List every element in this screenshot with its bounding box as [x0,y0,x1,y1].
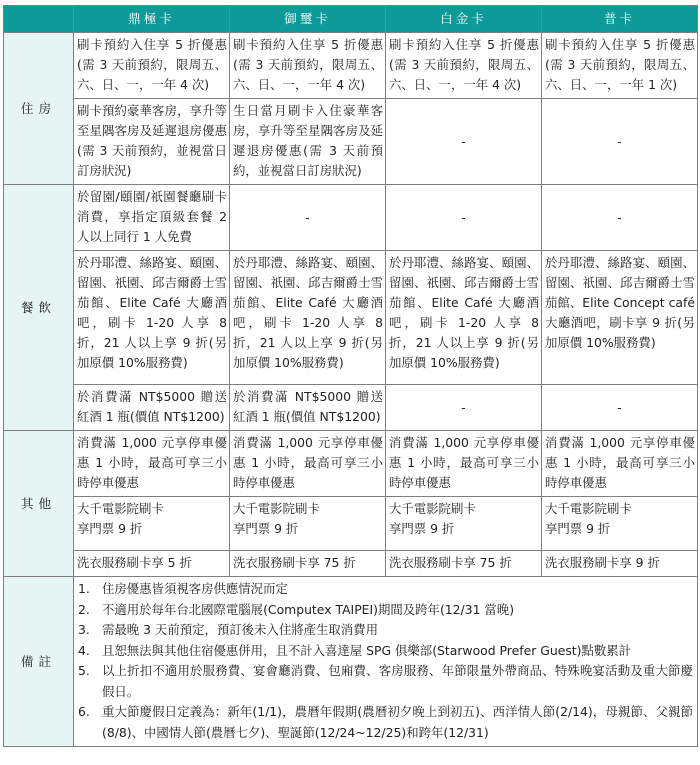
table-cell: 洗衣服務刷卡享 9 折 [542,551,698,577]
header-corner [4,6,74,33]
header-col-1: 鼎極卡 [74,6,230,33]
note-number: 5. [78,663,90,678]
table-cell: 刷卡預約入住享 5 折優惠(需 3 天前預約，限周五、六、日、一，一年 4 次) [230,33,386,99]
empty-cell-dash: - [386,385,542,431]
table-cell: 消費滿 1,000 元享停車優惠 1 小時，最高可享三小時停車優惠 [230,431,386,497]
table-cell: 洗衣服務刷卡享 75 折 [386,551,542,577]
note-number: 6. [78,704,90,719]
note-item [78,620,693,641]
notes-cell [74,577,698,747]
table-cell: 於丹耶澧、絲路宴、頤園、留園、祇園、邱吉爾爵士雪茄館、Elite Café 大廳酒吧，刷卡 1-20 人享 8 折，21 人以上享 9 折(另加原價 10%服務費) [386,251,542,385]
note-number: 3. [78,622,90,637]
table-row [4,251,698,385]
note-text: 以上折扣不適用於服務費、宴會廳消費、包廂費、客房服務、年節限量外帶商品、特殊晚宴活動及重大節慶假日。 [102,663,693,699]
section-label-lodging: 住房 [4,33,74,185]
table-cell: 刷卡預約入住享 5 折優惠(需 3 天前預約，限周五、六、日、一，一年 4 次) [386,33,542,99]
section-label-other: 其他 [4,431,74,577]
table-row [4,33,698,99]
table-cell: 大千電影院刷卡 享門票 9 折 [230,497,386,551]
table-row [4,185,698,251]
table-cell: 於丹耶澧、絲路宴、頤園、留園、祇園、邱吉爾爵士雪茄館、Elite Café 大廳酒吧，刷卡 1-20 人享 8 折，21 人以上享 9 折(另加原價 10%服務費) [74,251,230,385]
note-item [78,600,693,621]
table-cell: 於消費滿 NT$5000 贈送紅酒 1 瓶(價值 NT$1200) [74,385,230,431]
note-number: 1. [78,581,90,596]
section-label-dining: 餐飲 [4,185,74,431]
empty-cell-dash: - [542,99,698,185]
table-cell: 消費滿 1,000 元享停車優惠 1 小時，最高可享三小時停車優惠 [542,431,698,497]
table-cell: 刷卡預約入住享 5 折優惠(需 3 天前預約，限周五、六、日、一，一年 4 次) [74,33,230,99]
table-row [4,431,698,497]
empty-cell-dash: - [386,185,542,251]
table-row [4,551,698,577]
card-benefits-table [3,5,698,747]
header-col-3: 白金卡 [386,6,542,33]
note-text: 重大節慶假日定義為：新年(1/1)，農曆年假期(農曆初夕晚上到初五)、西洋情人節(2/14)，母親節、父親節(8/8)、中國情人節(農曆七夕)、聖誕節(12/24~12/25)和跨年(12/31) [102,704,693,740]
table-cell: 生日當月刷卡入住豪華客房，享升等至星隅客房及延遲退房優惠(需 3 天前預約，並視當日訂房狀況) [230,99,386,185]
table-cell: 洗衣服務刷卡享 75 折 [230,551,386,577]
note-item [78,641,693,662]
table-row [4,497,698,551]
note-text: 住房優惠皆須視客房供應情況而定 [102,581,288,596]
empty-cell-dash: - [386,99,542,185]
table-cell: 大千電影院刷卡 享門票 9 折 [386,497,542,551]
header-row [4,6,698,33]
notes-list [78,579,693,743]
table-cell: 大千電影院刷卡 享門票 9 折 [74,497,230,551]
note-number: 2. [78,601,90,617]
notes-row [4,577,698,747]
note-text: 不適用於每年台北國際電腦展(Computex TAIPEI)期間及跨年(12/31 當晚) [102,601,515,617]
table-cell: 刷卡預約豪華客房，享升等至星隅客房及延遲退房優惠(需 3 天前預約，並視當日訂房狀況) [74,99,230,185]
table-cell: 消費滿 1,000 元享停車優惠 1 小時，最高可享三小時停車優惠 [74,431,230,497]
table-cell: 洗衣服務刷卡享 5 折 [74,551,230,577]
table-cell: 於丹耶澧、絲路宴、頤園、留園、祇園、邱吉爾爵士雪茄館、Elite Concept café 大廳酒吧，刷卡享 9 折(另加原價 10%服務費) [542,251,698,385]
table-cell: 於留園/頤園/祇園餐廳刷卡消費，享指定頂級套餐 2 人以上同行 1 人免費 [74,185,230,251]
table-cell: 於消費滿 NT$5000 贈送紅酒 1 瓶(價值 NT$1200) [230,385,386,431]
note-text: 需最晚 3 天前預定，預訂後未入住將產生取消費用 [102,622,378,637]
table-row [4,385,698,431]
note-text: 且恕無法與其他住宿優惠併用，且不計入喜達屋 SPG 俱樂部(Starwood Prefer Guest)點數累計 [102,642,632,658]
benefits-table-container [3,5,697,747]
header-col-4: 普卡 [542,6,698,33]
note-item [78,661,693,702]
empty-cell-dash: - [542,185,698,251]
section-label-notes: 備註 [4,577,74,747]
note-item [78,702,693,743]
note-item [78,579,693,600]
empty-cell-dash: - [542,385,698,431]
empty-cell-dash: - [230,185,386,251]
table-cell: 大千電影院刷卡 享門票 9 折 [542,497,698,551]
header-col-2: 御璽卡 [230,6,386,33]
table-row [4,99,698,185]
table-cell: 刷卡預約入住享 5 折優惠(需 3 天前預約，限周五、六、日、一，一年 1 次) [542,33,698,99]
note-number: 4. [78,642,90,658]
table-cell: 於丹耶澧、絲路宴、頤園、留園、祇園、邱吉爾爵士雪茄館、Elite Café 大廳酒吧，刷卡 1-20 人享 8 折，21 人以上享 9 折(另加原價 10%服務費) [230,251,386,385]
table-cell: 消費滿 1,000 元享停車優惠 1 小時，最高可享三小時停車優惠 [386,431,542,497]
